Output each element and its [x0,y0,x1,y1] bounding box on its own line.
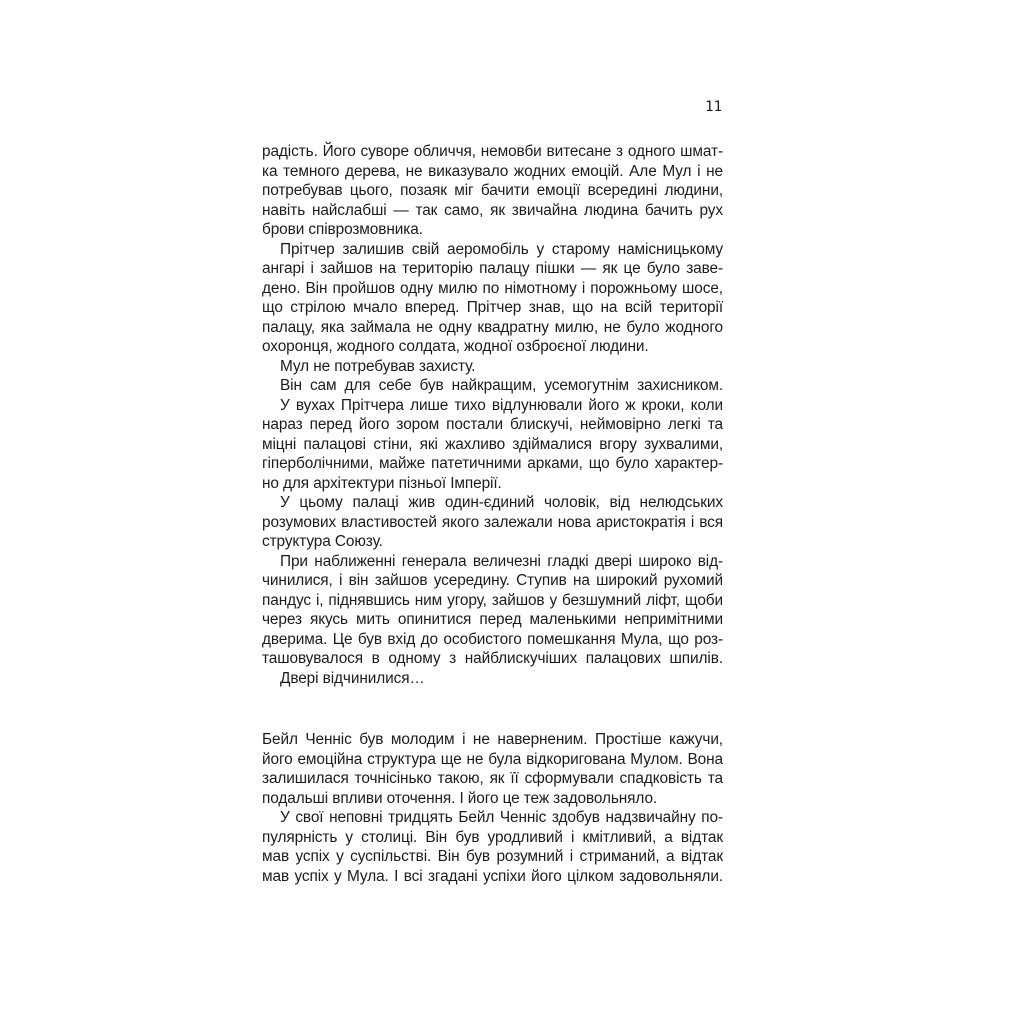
text-line: міцні палацові стіни, які жахливо здіймалися вгору зухвалими, [262,435,723,453]
text-line: залишилася точнісінько такою, як її сформували спадковість та [262,770,723,787]
text-line: У вухах Прітчера лише тихо відлунювали його ж кроки, коли [280,396,723,414]
text-line: структура Союзу. [262,533,383,550]
body-text-section-2 [262,730,723,886]
text-line: При наближенні генерала величезні гладкі двері широко від- [280,552,723,570]
text-line: навіть найслабші — так само, як звичайна людина бачить рух [262,201,723,219]
text-line: його емоційна структура ще не була відкоригована Мулом. Вона [262,750,723,768]
text-line: пандус і, піднявшись ним угору, зайшов у безшумний ліфт, щоби [262,591,723,609]
text-line: мав успіх у Мула. І всі згадані успіхи його цілком задовольняли. [262,867,723,885]
text-line: розумових властивостей якого залежали нова аристократія і вся [262,513,723,531]
text-line: ангарі і зайшов на територію палацу пішки — як це було заве- [262,260,723,277]
text-line: палацу, яка займала не одну квадратну милю, не було жодного [262,318,723,336]
text-line: потребував цього, позаяк міг бачити емоції всередині людини, [262,182,723,199]
text-line: У цьому палаці жив один-єдиний чоловік, від нелюдських [280,494,723,511]
text-line: брови співрозмовника. [262,221,423,238]
text-line: ташовувалося в одному з найблискучіших палацових шпилів. [262,650,723,667]
text-line: що стрілою мчало вперед. Прітчер знав, що на всій території [262,299,723,316]
text-line: чинилися, і він зайшов усередину. Ступив на широкий рухомий [262,572,723,589]
text-line: Бейл Ченніс був молодим і не наверненим. Простіше кажучи, [262,731,723,748]
text-line: через якусь мить опинитися перед маленькими непримітними [262,611,723,628]
text-line: Мул не потребував захисту. [280,357,476,375]
text-line: подальші впливи оточення. І його це теж задовольняло. [262,789,658,807]
text-line: ка темного дерева, не виказувало жодних емоцій. Але Мул і не [262,162,723,180]
text-line: Він сам для себе був найкращим, усемогутнім захисником. [280,377,723,394]
body-text-section-1 [262,142,723,688]
text-line: Прітчер залишив свій аеромобіль у старому намісницькому [280,240,723,258]
text-line: но для архітектури пізньої Імперії. [262,474,502,492]
text-line: радість. Його суворе обличчя, немовби витесане з одного шмат- [262,143,723,160]
text-line: гіперболічними, майже патетичними арками, що було характер- [262,455,723,472]
text-line: нараз перед його зором постали блискучі, неймовірно легкі та [262,416,723,433]
text-line: дверима. Це був вхід до особистого помешкання Мула, що роз- [262,630,723,648]
text-line: Двері відчинилися… [280,669,425,687]
text-line: охоронця, жодного солдата, жодної озброєної людини. [262,338,649,355]
text-line: дено. Він пройшов одну милю по німотному і порожньому шосе, [262,279,723,297]
page-number: 11 [705,99,722,115]
text-line: У свої неповні тридцять Бейл Ченніс здобув надзвичайну по- [280,809,723,826]
text-line: мав успіх у суспільстві. Він був розумний і стриманий, а відтак [262,848,723,865]
text-line: пулярність у столиці. Він був уродливий і кмітливий, а відтак [262,828,723,846]
